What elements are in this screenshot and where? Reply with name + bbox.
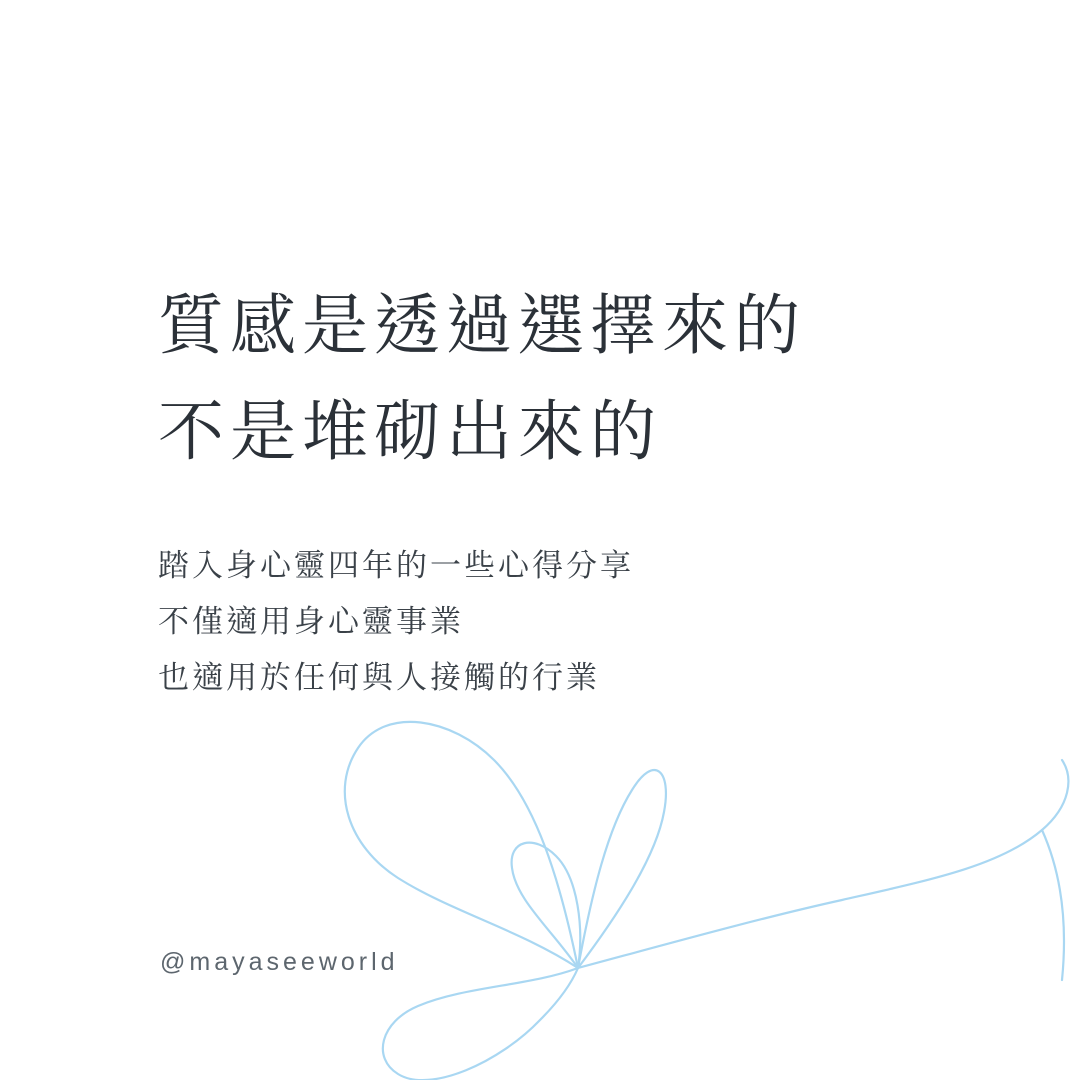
headline-line-2: 不是堆砌出來的 — [158, 394, 662, 468]
page-title — [158, 272, 988, 484]
headline-line-1: 質感是透過選擇來的 — [158, 288, 806, 362]
subtitle-line-2: 不僅適用身心靈事業 — [158, 604, 464, 639]
subtitle-line-3: 也適用於任何與人接觸的行業 — [158, 660, 600, 695]
subtitle-block — [158, 538, 918, 706]
subtitle-line-1: 踏入身心靈四年的一些心得分享 — [158, 548, 634, 583]
account-handle: @mayaseeworld — [160, 948, 399, 976]
